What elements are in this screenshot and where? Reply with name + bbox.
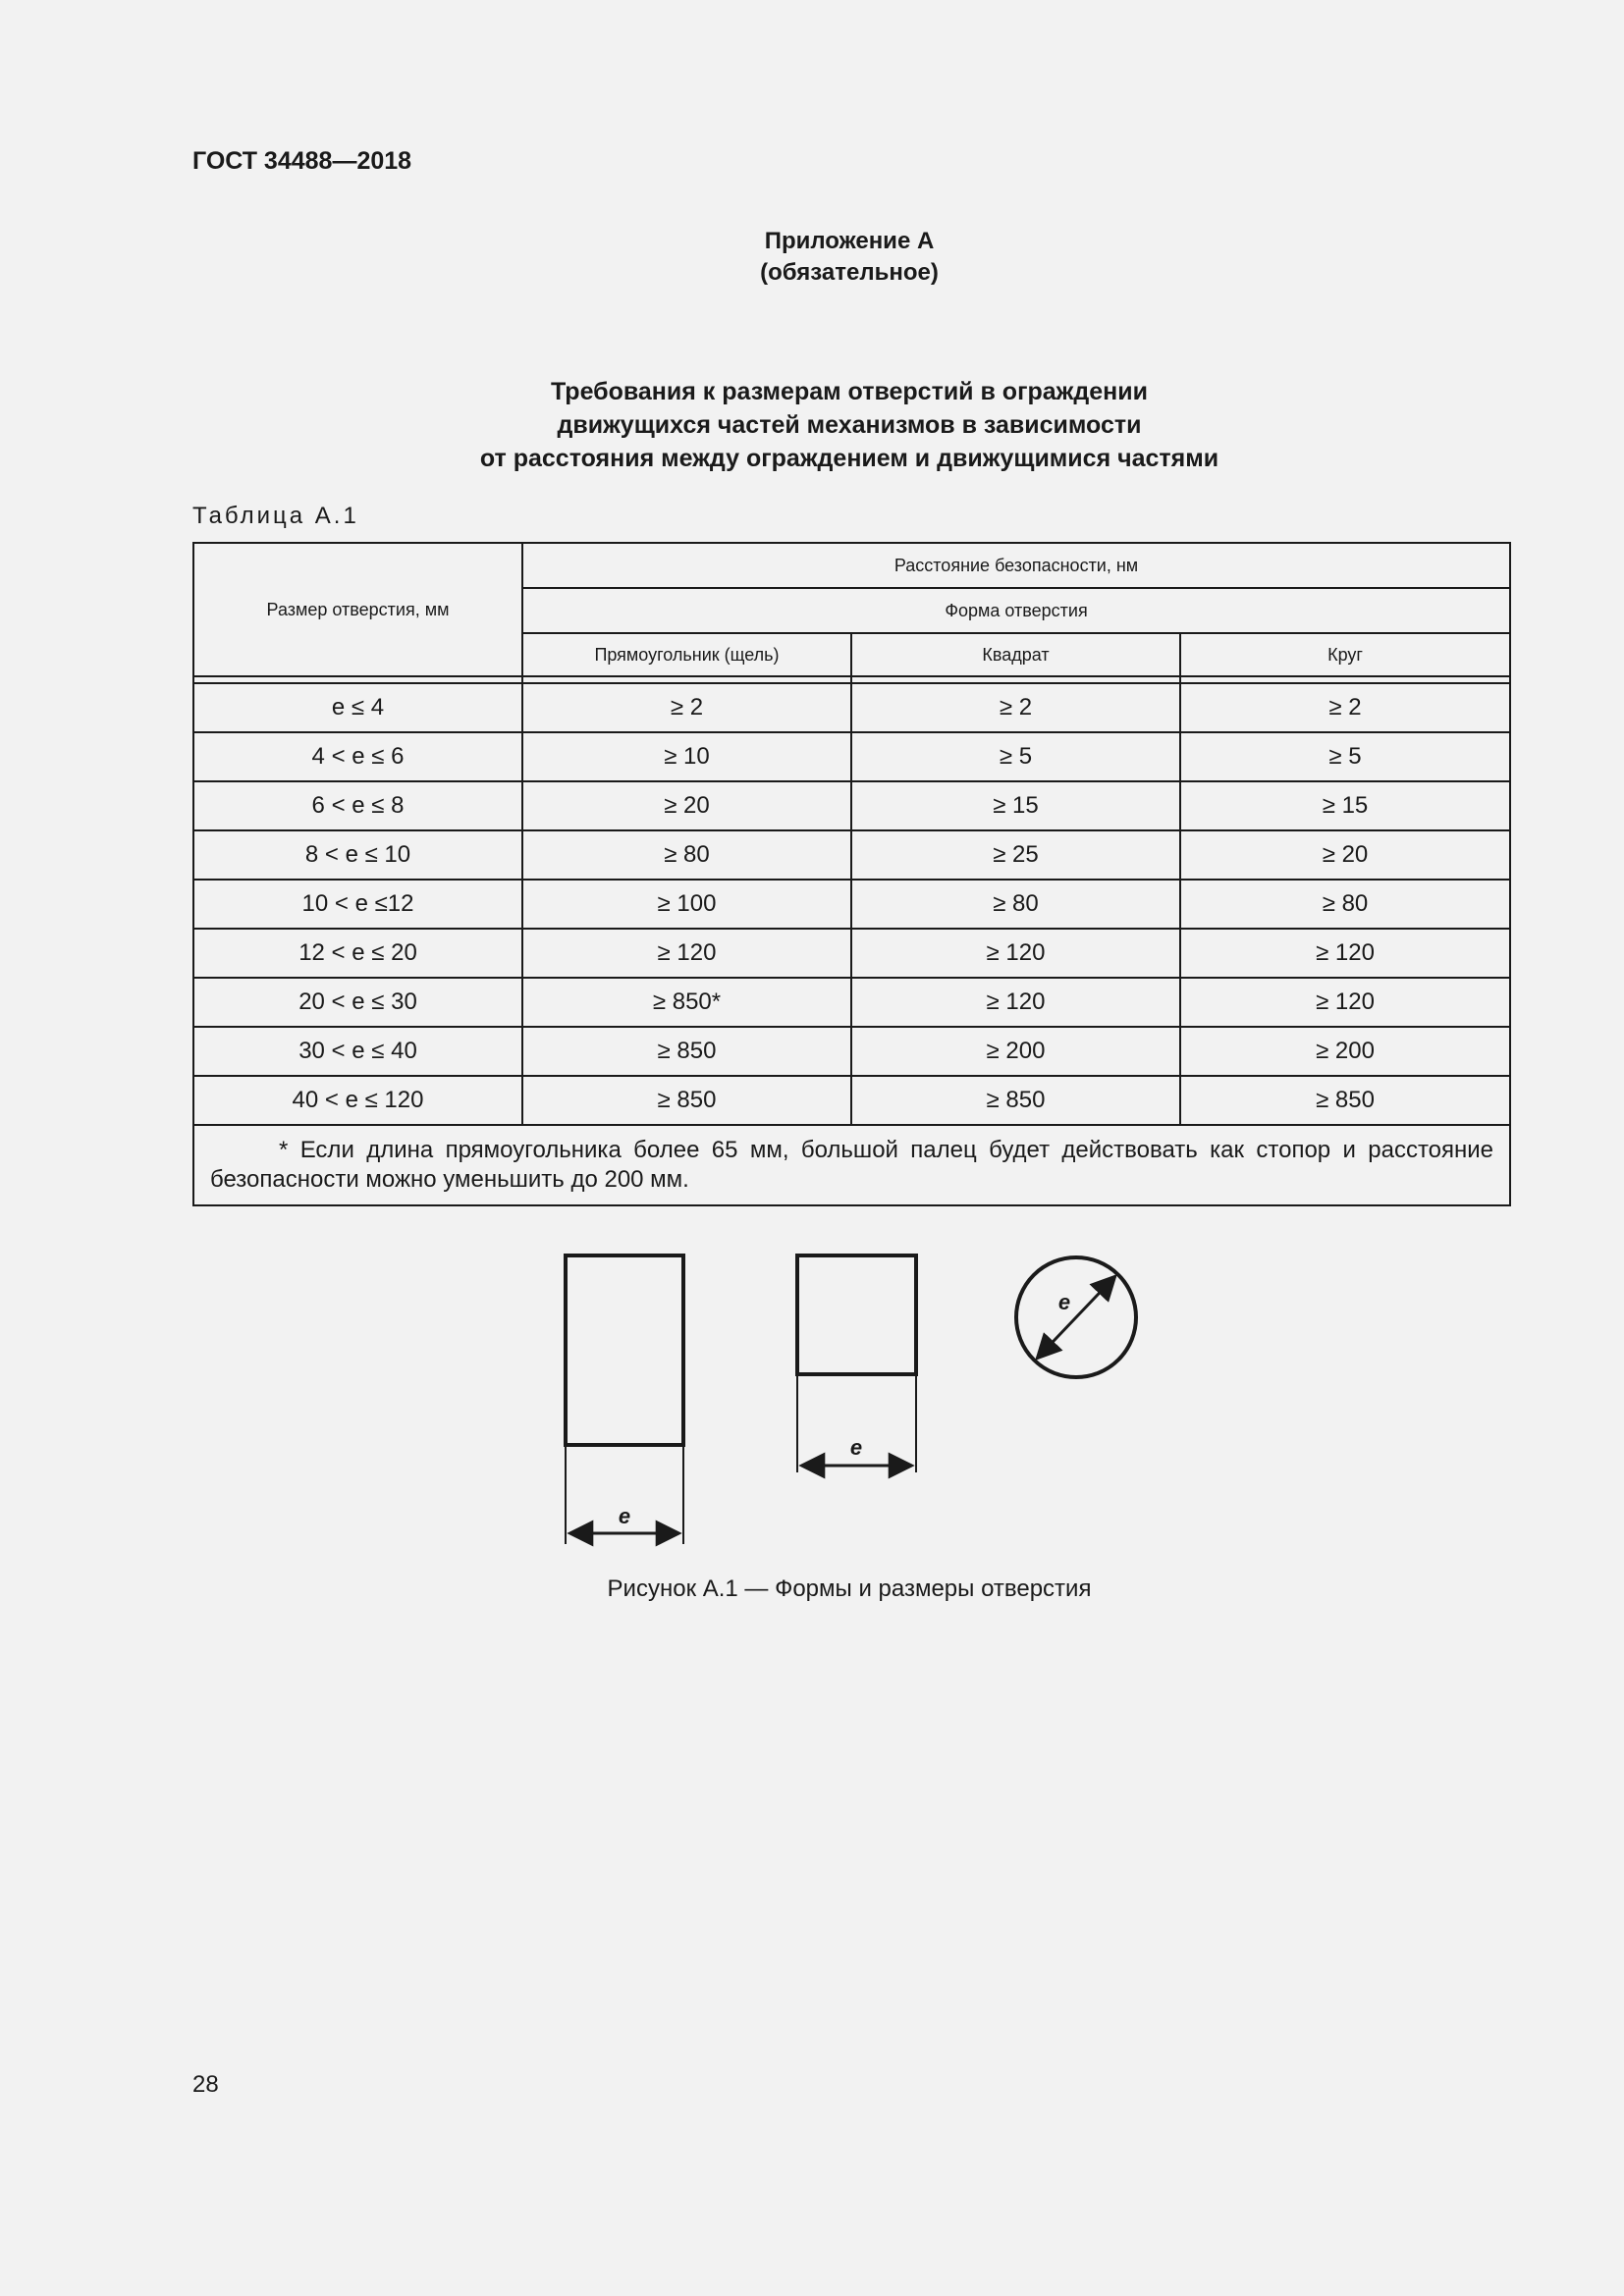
cell-rect: ≥ 850	[522, 1027, 851, 1076]
cell-size: 40 < e ≤ 120	[193, 1076, 522, 1125]
opening-size-table	[192, 542, 1511, 1206]
table-caption: Таблица А.1	[192, 503, 359, 529]
page-number: 28	[192, 2071, 219, 2098]
section-title-line-3: от расстояния между ограждением и движущимися частями	[479, 445, 1219, 472]
cell-circle: ≥ 15	[1180, 781, 1510, 830]
table-row	[193, 830, 1510, 880]
section-title-line-2: движущихся частей механизмов в зависимости	[557, 411, 1142, 439]
cell-size: 12 < e ≤ 20	[193, 929, 522, 978]
cell-size: 10 < e ≤12	[193, 880, 522, 929]
square-dimension-label: e	[849, 1435, 863, 1460]
cell-size: e ≤ 4	[193, 683, 522, 732]
header-safety-distance: Расстояние безопасности, нм	[522, 543, 1510, 588]
section-title-line-1: Требования к размерам отверстий в ограждении	[550, 378, 1149, 405]
cell-square: ≥ 200	[851, 1027, 1180, 1076]
header-opening-size: Размер отверстия, мм	[193, 543, 522, 676]
header-col-circle: Круг	[1180, 633, 1510, 676]
cell-square: ≥ 80	[851, 880, 1180, 929]
cell-size: 30 < e ≤ 40	[193, 1027, 522, 1076]
cell-size: 20 < e ≤ 30	[193, 978, 522, 1027]
cell-size: 6 < e ≤ 8	[193, 781, 522, 830]
cell-size: 4 < e ≤ 6	[193, 732, 522, 781]
cell-square: ≥ 120	[851, 929, 1180, 978]
appendix-title: Приложение А	[764, 228, 935, 254]
cell-rect: ≥ 850	[522, 1076, 851, 1125]
table-row	[193, 732, 1510, 781]
circle-shape	[1016, 1257, 1136, 1377]
cell-rect: ≥ 2	[522, 683, 851, 732]
cell-circle: ≥ 5	[1180, 732, 1510, 781]
table-row	[193, 929, 1510, 978]
cell-square: ≥ 25	[851, 830, 1180, 880]
cell-square: ≥ 2	[851, 683, 1180, 732]
rectangle-slot-shape	[566, 1255, 683, 1544]
cell-rect: ≥ 20	[522, 781, 851, 830]
cell-rect: ≥ 850*	[522, 978, 851, 1027]
appendix-heading	[0, 226, 1624, 289]
cell-square: ≥ 850	[851, 1076, 1180, 1125]
table-row	[193, 781, 1510, 830]
table-row	[193, 683, 1510, 732]
cell-circle: ≥ 20	[1180, 830, 1510, 880]
header-col-square: Квадрат	[851, 633, 1180, 676]
cell-circle: ≥ 2	[1180, 683, 1510, 732]
table-row	[193, 880, 1510, 929]
cell-square: ≥ 15	[851, 781, 1180, 830]
cell-circle: ≥ 120	[1180, 978, 1510, 1027]
table-row	[193, 978, 1510, 1027]
cell-circle: ≥ 120	[1180, 929, 1510, 978]
header-row-1	[193, 543, 1510, 588]
figure-caption: Рисунок А.1 — Формы и размеры отверстия	[607, 1575, 1092, 1602]
cell-rect: ≥ 120	[522, 929, 851, 978]
cell-rect: ≥ 10	[522, 732, 851, 781]
cell-circle: ≥ 80	[1180, 880, 1510, 929]
table-footnote-row	[193, 1125, 1510, 1205]
cell-circle: ≥ 200	[1180, 1027, 1510, 1076]
rect-dimension-label: e	[618, 1504, 631, 1528]
cell-rect: ≥ 80	[522, 830, 851, 880]
document-code: ГОСТ 34488—2018	[192, 147, 412, 175]
header-separator	[193, 676, 1510, 683]
table-row	[193, 1076, 1510, 1125]
header-opening-shape: Форма отверстия	[522, 588, 1510, 633]
header-col-rect: Прямоугольник (щель)	[522, 633, 851, 676]
square-shape	[797, 1255, 916, 1472]
section-title	[0, 375, 1624, 475]
circle-dimension-label: e	[1057, 1290, 1071, 1314]
table-row	[193, 1027, 1510, 1076]
cell-size: 8 < e ≤ 10	[193, 830, 522, 880]
appendix-status: (обязательное)	[760, 259, 939, 286]
cell-square: ≥ 120	[851, 978, 1180, 1027]
cell-circle: ≥ 850	[1180, 1076, 1510, 1125]
cell-square: ≥ 5	[851, 732, 1180, 781]
opening-shapes-figure	[550, 1247, 1159, 1561]
cell-rect: ≥ 100	[522, 880, 851, 929]
table-footnote: * Если длина прямоугольника более 65 мм, большой палец будет действовать как стопор и расстояние безопасности можно уменьшить до 200 мм.	[193, 1125, 1510, 1205]
